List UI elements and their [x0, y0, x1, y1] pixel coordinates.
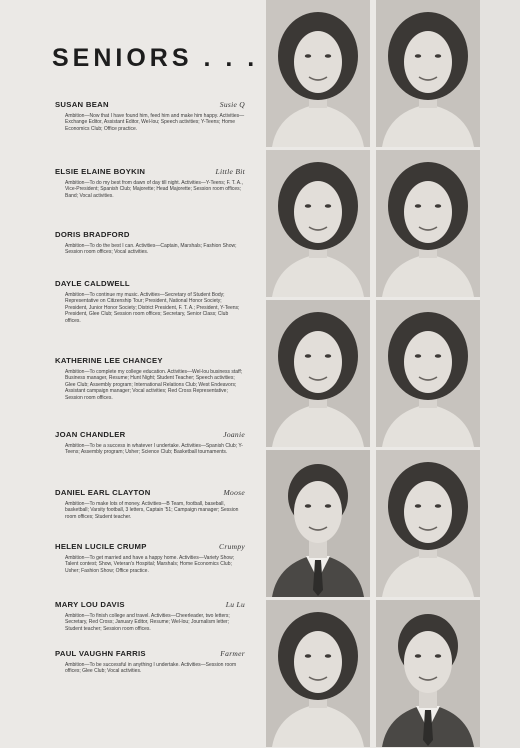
senior-ambition: Ambition—Now that I have found him, feed him and make him happy.	[65, 113, 219, 119]
senior-nickname: Moose	[223, 488, 245, 497]
senior-entry-susan-bean	[55, 100, 245, 167]
senior-activities: Activities—Spanish Club; Y-Teens; Assembly program; Usher; Science Club; Basketball tournaments.	[65, 443, 243, 456]
senior-portrait-woman-image	[266, 600, 370, 747]
senior-portrait-man-image	[266, 450, 370, 597]
senior-activities: Activities—Y-Teens; F. T. A., Vice-President; Spanish Club; Majorette; Head Majorette; Session room offices; Band; Vocal activities.	[65, 180, 243, 199]
senior-name: SUSAN BEAN	[55, 100, 109, 109]
senior-entry-katherine-lee-chancey	[55, 356, 245, 430]
senior-portrait-woman-image	[376, 0, 480, 147]
senior-portrait-photo	[376, 450, 480, 597]
senior-ambition: Ambition—To be a success in whatever I undertake.	[65, 443, 181, 449]
senior-nickname: Lu Lu	[225, 600, 245, 609]
senior-ambition: Ambition—To do the best I can.	[65, 243, 135, 249]
senior-entry-elsie-elaine-boykin	[55, 167, 245, 230]
senior-name: HELEN LUCILE CRUMP	[55, 542, 147, 551]
senior-portrait-photo	[266, 300, 370, 447]
senior-nickname: Little Bit	[215, 167, 245, 176]
senior-portrait-photo	[266, 150, 370, 297]
senior-entry-mary-lou-davis	[55, 600, 245, 649]
senior-nickname: Joanie	[223, 430, 245, 439]
senior-name: DAYLE CALDWELL	[55, 279, 130, 288]
senior-portrait-woman-image	[376, 300, 480, 447]
senior-list	[55, 100, 245, 689]
senior-ambition: Ambition—To complete my college education.	[65, 369, 167, 375]
senior-portrait-man-image	[376, 600, 480, 747]
senior-entry-helen-lucile-crump	[55, 542, 245, 600]
senior-name: KATHERINE LEE CHANCEY	[55, 356, 163, 365]
page-title: SENIORS . . .	[52, 44, 259, 72]
senior-entry-joan-chandler	[55, 430, 245, 488]
senior-ambition: Ambition—To continue my music.	[65, 292, 139, 298]
senior-portrait-photo	[376, 0, 480, 147]
senior-activities: Activities—Cheerleader, two letters; Secretary, Red Cross; January Editor, Resume; Wel-lou; Journalism letter; Student teacher; Session room offices.	[65, 613, 230, 632]
senior-name: MARY LOU DAVIS	[55, 600, 125, 609]
senior-entry-doris-bradford	[55, 230, 245, 279]
senior-portrait-woman-image	[266, 150, 370, 297]
senior-entry-daniel-earl-clayton	[55, 488, 245, 542]
senior-activities: Activities—Variety Show; Talent contest; Show, Veteran's Hospital; Marshals; Home Economics Club; Usher; Fashion Show; Office practice.	[65, 555, 235, 574]
senior-name: ELSIE ELAINE BOYKIN	[55, 167, 146, 176]
senior-name: JOAN CHANDLER	[55, 430, 126, 439]
senior-nickname: Farmer	[220, 649, 245, 658]
senior-portrait-photo	[376, 300, 480, 447]
senior-portrait-woman-image	[266, 0, 370, 147]
senior-portrait-photo	[376, 150, 480, 297]
senior-portrait-photo	[266, 450, 370, 597]
senior-ambition: Ambition—To make lots of money.	[65, 501, 141, 507]
senior-activities: Activities—Captain, Marshals; Fashion Show; Session room offices; Vocal activities.	[65, 243, 237, 256]
senior-name: PAUL VAUGHN FARRIS	[55, 649, 146, 658]
senior-name: DORIS BRADFORD	[55, 230, 130, 239]
senior-name: DANIEL EARL CLAYTON	[55, 488, 151, 497]
portrait-grid	[266, 0, 480, 748]
senior-entry-paul-vaughn-farris	[55, 649, 245, 689]
senior-activities: Activities—Exchange Editor, Assistant Editor, Wel-lou; Speech activities; Y-Teens; Home Economics Club; Office practice.	[65, 113, 245, 132]
senior-activities: Activities—B Team, football, baseball, basketball; Varsity football, 3 letters, Captain '51; Campaign manager; Session room offices; Student teacher.	[65, 501, 239, 520]
senior-ambition: Ambition—To get married and have a happy home.	[65, 555, 178, 561]
senior-nickname: Susie Q	[219, 100, 245, 109]
senior-portrait-woman-image	[266, 300, 370, 447]
senior-activities: Activities—Wel-lou business staff; Business manager, Resume; Hunt Night; Student Teacher; Speech activities; Glee Club; Assembly program; International Relations Club; West Endeavors; Assistant campaign manager; Vocal activities; Red Cross Representative; Session room offices.	[65, 369, 243, 401]
senior-portrait-photo	[266, 0, 370, 147]
senior-portrait-photo	[376, 600, 480, 747]
senior-nickname: Crumpy	[219, 542, 245, 551]
senior-portrait-photo	[266, 600, 370, 747]
senior-portrait-woman-image	[376, 150, 480, 297]
senior-ambition: Ambition—To be successful in anything I undertake.	[65, 662, 180, 668]
senior-ambition: Ambition—To finish college and travel.	[65, 613, 150, 619]
senior-entry-dayle-caldwell	[55, 279, 245, 356]
senior-activities: Activities—Secretary of Student Body; Representative on Citizenship Tour; President, National Honor Society; President, Junior Honor Society; District President, F. T. A.; President, Y-Teens; President, Glee Club; Session room offices; Secretary, Senior Class; Club offices.	[65, 292, 240, 324]
senior-portrait-woman-image	[376, 450, 480, 597]
senior-activities: Activities—Session room offices; Glee Club; Vocal activities.	[65, 662, 237, 675]
page-margin	[480, 0, 520, 748]
senior-ambition: Ambition—To do my best from dawn of day till night.	[65, 180, 181, 186]
